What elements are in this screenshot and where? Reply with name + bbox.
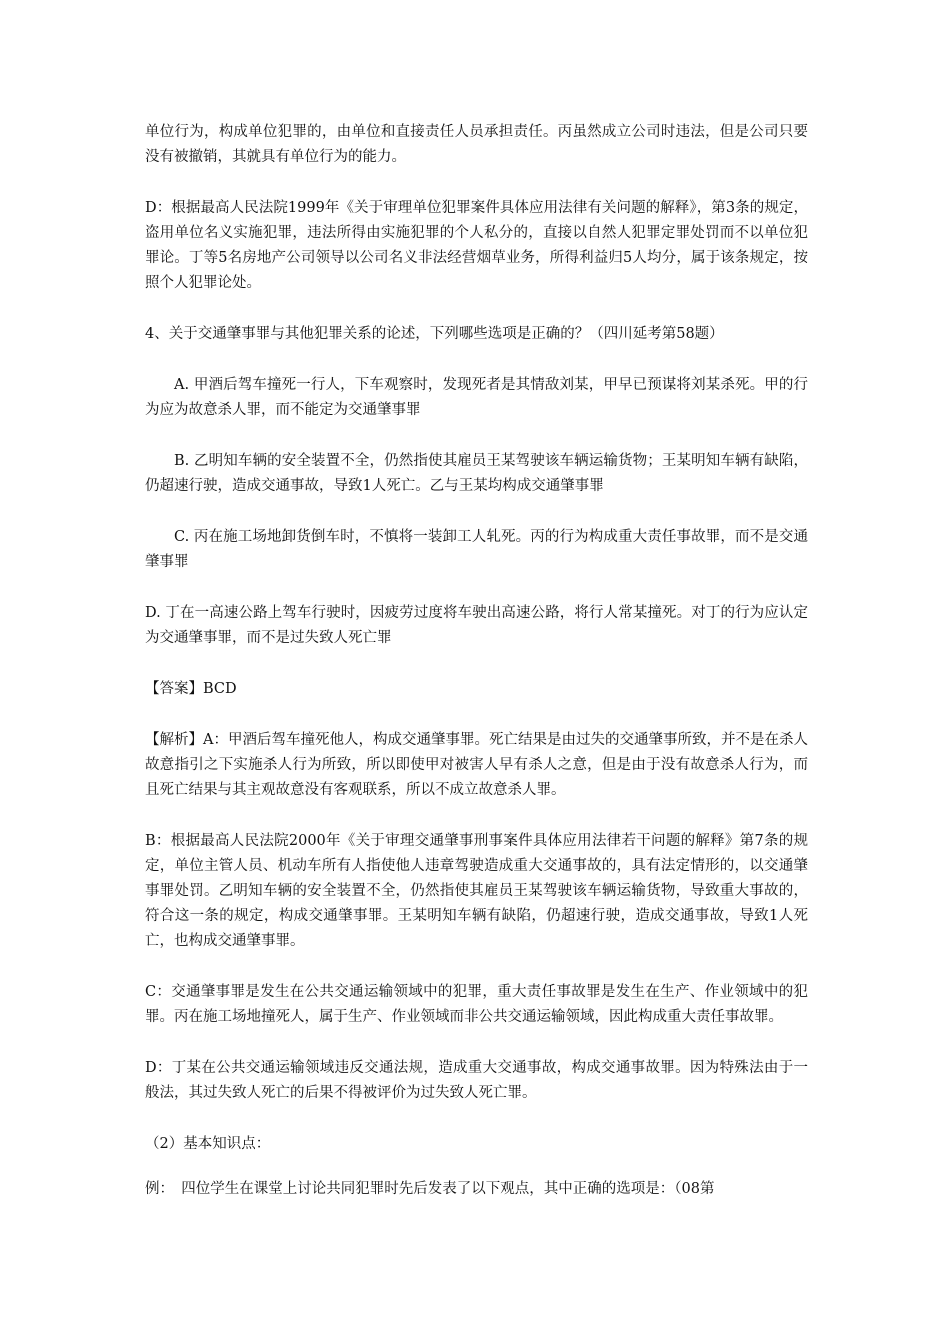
option-b: B. 乙明知车辆的安全装置不全，仍然指使其雇员王某驾驶该车辆运输货物；王某明知车辆有缺陷，仍超速行驶，造成交通事故，导致1人死亡。乙与王某均构成交通肇事罪 [145, 453, 808, 494]
analysis-c: C：交通肇事罪是发生在公共交通运输领域中的犯罪，重大责任事故罪是发生在生产、作业领域中的犯罪。丙在施工场地撞死人，属于生产、作业领域而非公共交通运输领域，因此构成重大责任事故罪。 [145, 984, 808, 1025]
analysis-a: 【解析】A：甲酒后驾车撞死他人，构成交通肇事罪。死亡结果是由过失的交通肇事所致，并不是在杀人故意指引之下实施杀人行为所致，所以即使甲对被害人早有杀人之意，但是由于没有故意杀人行为，而且死亡结果与其主观故意没有客观联系，所以不成立故意杀人罪。 [145, 732, 808, 798]
analysis-b: B：根据最高人民法院2000年《关于审理交通肇事刑事案件具体应用法律若干问题的解释》第7条的规定，单位主管人员、机动车所有人指使他人违章驾驶造成重大交通事故的，具有法定情形的，以交通肇事罪处罚。乙明知车辆的安全装置不全，仍然指使其雇员王某驾驶该车辆运输货物，导致重大事故的，符合这一条的规定，构成交通肇事罪。王某明知车辆有缺陷，仍超速行驶，造成交通事故，导致1人死亡，也构成交通肇事罪。 [145, 833, 808, 949]
option-a: A. 甲酒后驾车撞死一行人，下车观察时，发现死者是其情敌刘某，甲早已预谋将刘某杀死。甲的行为应为故意杀人罪，而不能定为交通肇事罪 [145, 377, 808, 418]
section-2-heading: （2）基本知识点： [145, 1136, 271, 1152]
option-c: C. 丙在施工场地卸货倒车时，不慎将一装卸工人轧死。丙的行为构成重大责任事故罪，而不是交通肇事罪 [145, 529, 808, 570]
question-4-stem: 4、关于交通肇事罪与其他犯罪关系的论述，下列哪些选项是正确的？（四川延考第58题） [145, 326, 724, 342]
analysis-d: D：丁某在公共交通运输领域违反交通法规，造成重大交通事故，构成交通事故罪。因为特殊法由于一般法，其过失致人死亡的后果不得被评价为过失致人死亡罪。 [145, 1060, 808, 1101]
example-question-stem: 例： 四位学生在课堂上讨论共同犯罪时先后发表了以下观点，其中正确的选项是：（08第 [145, 1181, 715, 1197]
option-d: D. 丁在一高速公路上驾车行驶时，因疲劳过度将车驶出高速公路，将行人常某撞死。对丁的行为应认定为交通肇事罪，而不是过失致人死亡罪 [145, 605, 808, 646]
answer: 【答案】BCD [145, 681, 237, 697]
paragraph-analysis-d-unit-crime: D：根据最高人民法院1999年《关于审理单位犯罪案件具体应用法律有关问题的解释》，第3条的规定，盗用单位名义实施犯罪，违法所得由实施犯罪的个人私分的，直接以自然人犯罪定罪处罚而不以单位犯罪论。丁等5名房地产公司领导以公司名义非法经营烟草业务，所得利益归5人均分，属于该条规定，按照个人犯罪论处。 [145, 200, 808, 291]
paragraph-unit-crime-conclusion: 单位行为，构成单位犯罪的，由单位和直接责任人员承担责任。丙虽然成立公司时违法，但是公司只要没有被撤销，其就具有单位行为的能力。 [145, 124, 808, 165]
